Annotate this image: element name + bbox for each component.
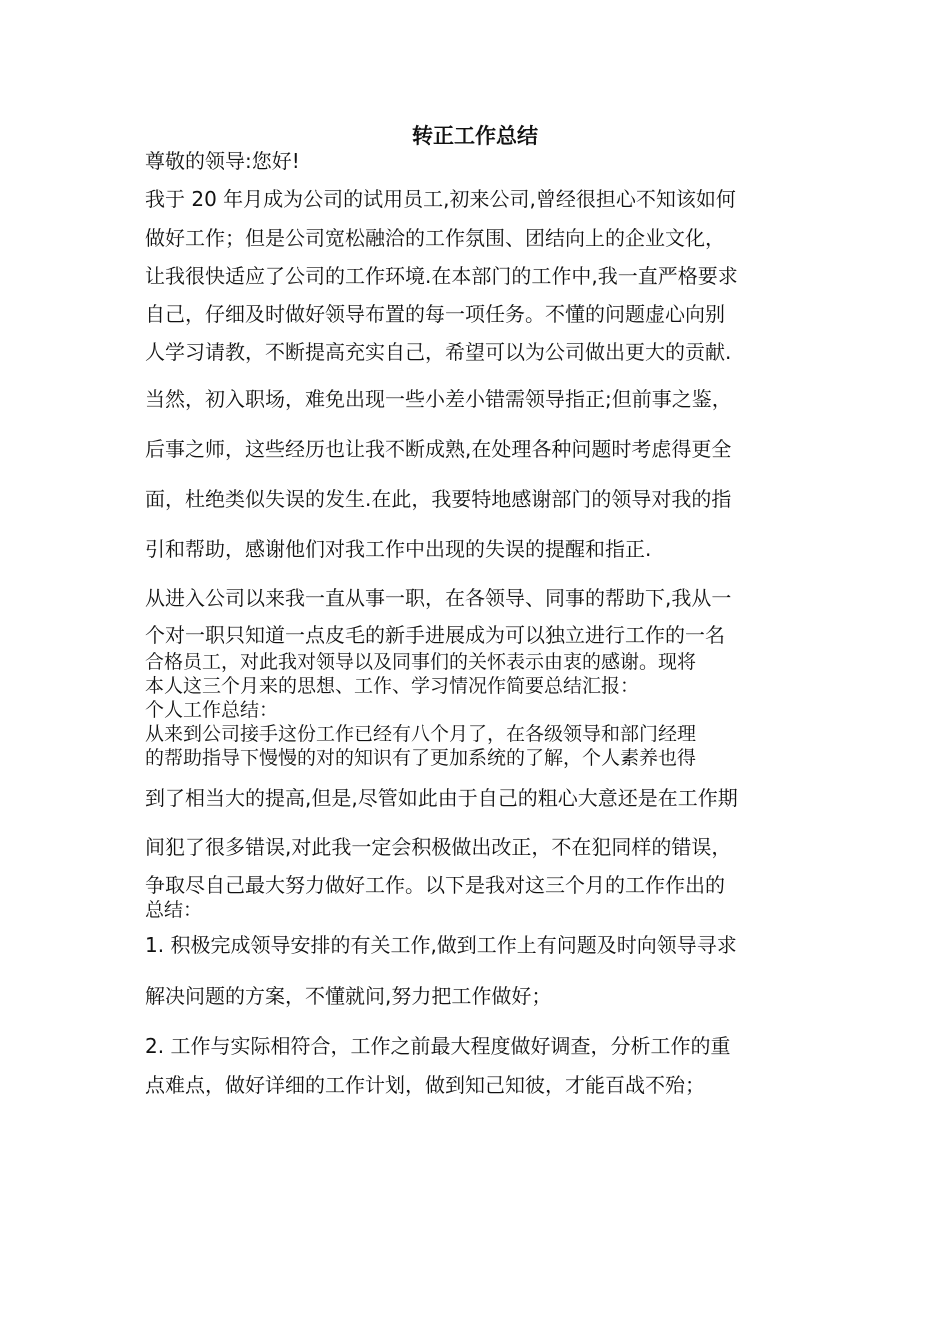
paragraph-line: 间犯了很多错误,对此我一定会积极做出改正，不在犯同样的错误， xyxy=(145,835,732,859)
paragraph-line: 做好工作；但是公司宽松融洽的工作氛围、团结向上的企业文化， xyxy=(145,226,725,250)
paragraph-line: 自己，仔细及时做好领导布置的每一项任务。不懂的问题虚心向别 xyxy=(145,302,725,326)
paragraph-line: 面，杜绝类似失误的发生.在此，我要特地感谢部门的领导对我的指 xyxy=(145,487,732,511)
paragraph-line: 到了相当大的提高,但是,尽管如此由于自己的粗心大意还是在工作期 xyxy=(145,786,738,810)
paragraph-line: 我于 20 年月成为公司的试用员工,初来公司,曾经很担心不知该如何 xyxy=(145,187,736,211)
document-title: 转正工作总结 xyxy=(412,123,538,148)
paragraph-line: 引和帮助，感谢他们对我工作中出现的失误的提醒和指正. xyxy=(145,537,652,561)
paragraph-line: 从来到公司接手这份工作已经有八个月了，在各级领导和部门经理 xyxy=(145,723,697,745)
section-heading: 个人工作总结： xyxy=(145,699,279,721)
paragraph-line: 争取尽自己最大努力做好工作。以下是我对这三个月的工作作出的 xyxy=(145,873,725,897)
list-item-continuation: 点难点，做好详细的工作计划，做到知己知彼，才能百战不殆； xyxy=(145,1073,705,1097)
greeting-line: 尊敬的领导:您好! xyxy=(145,149,300,173)
paragraph-line: 当然，初入职场，难免出现一些小差小错需领导指正;但前事之鉴， xyxy=(145,387,732,411)
paragraph-line: 从进入公司以来我一直从事一职，在各领导、同事的帮助下,我从一 xyxy=(145,586,732,610)
paragraph-line: 本人这三个月来的思想、工作、学习情况作简要总结汇报： xyxy=(145,675,640,697)
list-item: 2. 工作与实际相符合，工作之前最大程度做好调查，分析工作的重 xyxy=(145,1034,731,1058)
list-item-continuation: 解决问题的方案，不懂就问,努力把工作做好； xyxy=(145,984,552,1008)
paragraph-line: 合格员工，对此我对领导以及同事们的关怀表示由衷的感谢。现将 xyxy=(145,651,697,673)
paragraph-line: 的帮助指导下慢慢的对的知识有了更加系统的了解，个人素养也得 xyxy=(145,747,697,769)
paragraph-line: 后事之师，这些经历也让我不断成熟,在处理各种问题时考虑得更全 xyxy=(145,437,732,461)
list-item: 1. 积极完成领导安排的有关工作,做到工作上有问题及时向领导寻求 xyxy=(145,933,737,957)
paragraph-line: 个对一职只知道一点皮毛的新手进展成为可以独立进行工作的一名 xyxy=(145,623,725,647)
paragraph-line: 总结： xyxy=(145,899,203,921)
paragraph-line: 让我很快适应了公司的工作环境.在本部门的工作中,我一直严格要求 xyxy=(145,264,738,288)
paragraph-line: 人学习请教，不断提高充实自己，希望可以为公司做出更大的贡献. xyxy=(145,340,732,364)
